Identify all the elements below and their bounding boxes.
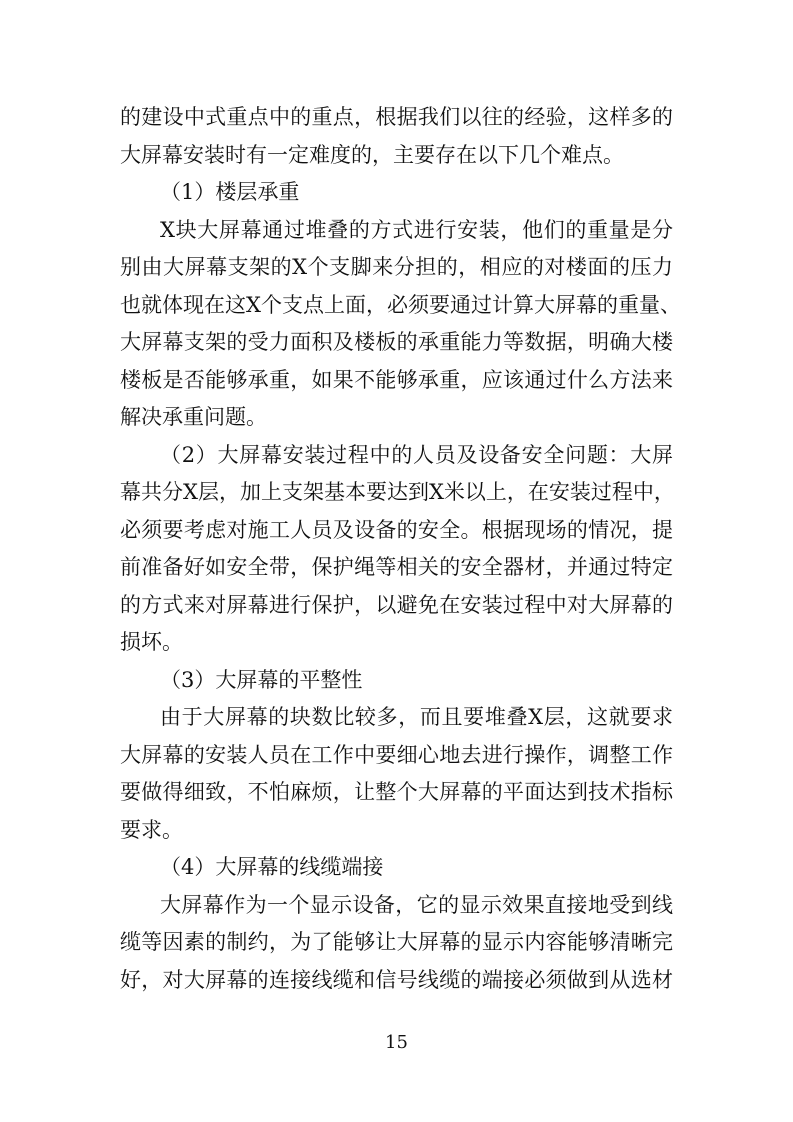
text-line: 的方式来对屏幕进行保护，以避免在安装过程中对大屏幕的	[120, 592, 673, 617]
text-line: 大屏幕作为一个显示设备，它的显示效果直接地受到线	[160, 892, 673, 917]
page-number: 15	[385, 1032, 408, 1053]
text-line: 幕共分X层，加上支架基本要达到X米以上，在安装过程中，	[120, 480, 675, 504]
text-line: 好，对大屏幕的连接线缆和信号线缆的端接必须做到从选材	[120, 967, 673, 992]
text-line: 损坏。	[120, 630, 183, 654]
text-line: 前准备好如安全带，保护绳等相关的安全器材，并通过特定	[120, 555, 673, 579]
text-line: 大屏幕的安装人员在工作中要细心地去进行操作，调整工作	[120, 742, 673, 767]
paragraph	[120, 212, 681, 437]
section-heading	[120, 174, 673, 212]
text-line: 楼板是否能够承重，如果不能够承重，应该通过什么方法来	[120, 367, 673, 392]
text-line: 缆等因素的制约，为了能够让大屏幕的显示内容能够清晰完	[120, 930, 673, 954]
text-line: 大屏幕安装时有一定难度的，主要存在以下几个难点。	[120, 142, 624, 167]
text-line: （4）大屏幕的线缆端接	[160, 855, 384, 879]
text-line: （3）大屏幕的平整性	[160, 667, 363, 692]
paragraph	[120, 99, 673, 174]
paragraph	[120, 699, 673, 849]
paragraph	[120, 437, 673, 662]
text-line: 要求。	[120, 817, 183, 842]
text-line: 的建设中式重点中的重点，根据我们以往的经验，这样多的	[120, 105, 673, 129]
text-line: 要做得细致，不怕麻烦，让整个大屏幕的平面达到技术指标	[120, 780, 673, 804]
text-line: 别由大屏幕支架的X个支脚来分担的，相应的对楼面的压力	[120, 255, 673, 279]
text-line: 必须要考虑对施工人员及设备的安全。根据现场的情况，提	[120, 517, 673, 542]
text-line: （2）大屏幕安装过程中的人员及设备安全问题：大屏	[160, 442, 673, 467]
text-line: X块大屏幕通过堆叠的方式进行安装，他们的重量是分	[160, 217, 673, 242]
section-heading	[120, 662, 673, 700]
text-line: （1）楼层承重	[160, 180, 300, 204]
text-line: 也就体现在这X个支点上面，必须要通过计算大屏幕的重量、	[120, 292, 681, 317]
document-body	[120, 99, 681, 999]
section-heading	[120, 849, 673, 887]
paragraph	[120, 887, 673, 1000]
text-line: 解决承重问题。	[120, 405, 267, 429]
text-line: 由于大屏幕的块数比较多，而且要堆叠X层，这就要求	[160, 705, 673, 729]
text-line: 大屏幕支架的受力面积及楼板的承重能力等数据，明确大楼	[120, 330, 673, 354]
